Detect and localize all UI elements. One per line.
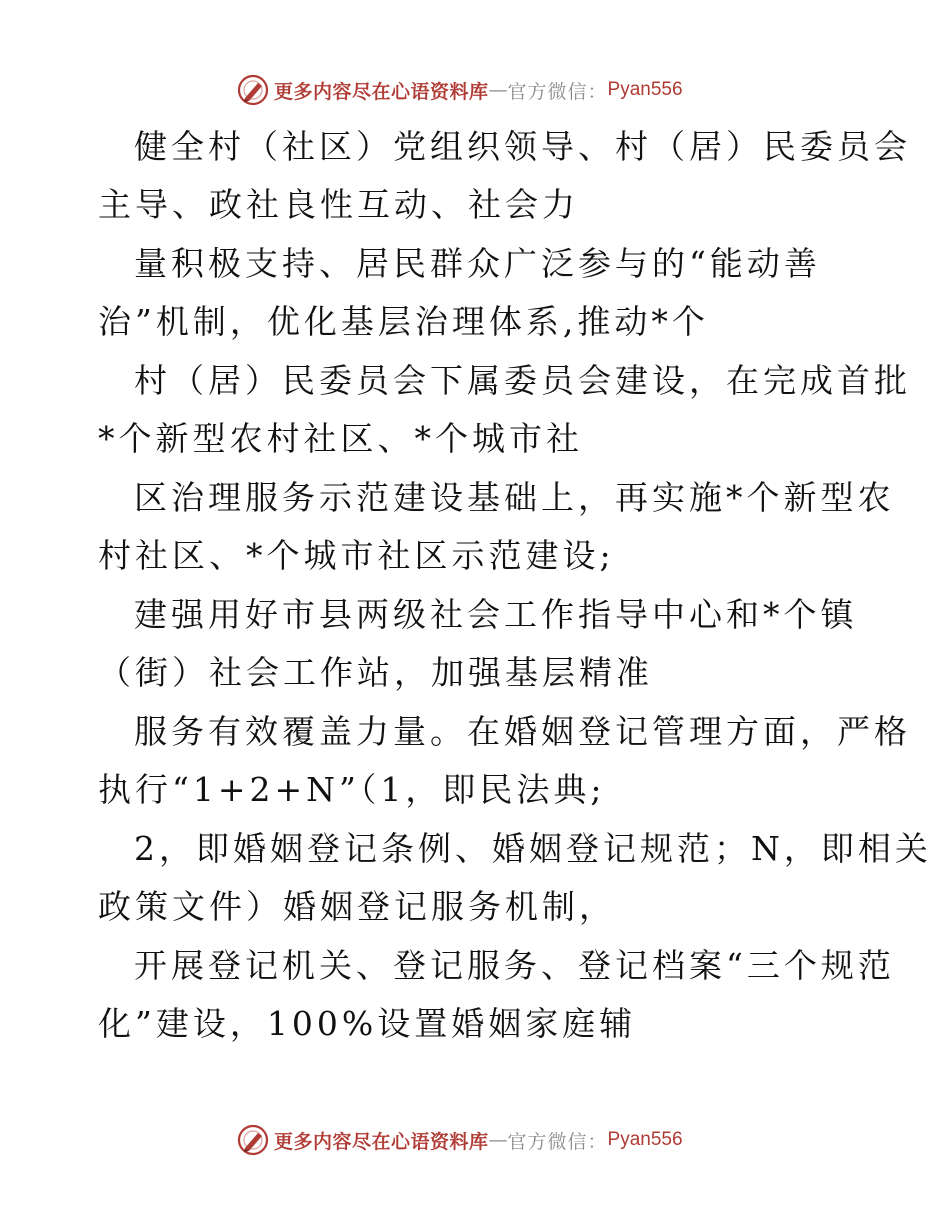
- paragraph-5-line-1: 建强用好市县两级社会工作指导中心和*个镇: [134, 595, 858, 634]
- watermark-brand-text: 更多内容尽在心语资料库: [274, 1130, 489, 1153]
- watermark-brand-text: 更多内容尽在心语资料库: [274, 80, 489, 103]
- watermark-handle: Pyan556: [607, 79, 683, 100]
- watermark-wechat-label: 官方微信：: [507, 80, 608, 103]
- paragraph-6-line-2: 执行“1+2+N”（1，即民法典;: [98, 770, 606, 809]
- paragraph-5-line-2: （街）社会工作站，加强基层精准: [98, 653, 653, 692]
- paragraph-6-line-1: 服务有效覆盖力量。在婚姻登记管理方面，严格: [134, 712, 911, 751]
- paragraph-7-line-1: 2，即婚姻登记条例、婚姻登记规范；N，即相关: [134, 829, 932, 868]
- paragraph-3-line-1: 村（居）民委员会下属委员会建设，在完成首批: [134, 361, 911, 400]
- paragraph-4-line-1: 区治理服务示范建设基础上，再实施*个新型农: [134, 478, 895, 517]
- paragraph-3-line-2: *个新型农村社区、*个城市社: [98, 419, 583, 458]
- paragraph-1-line-1: 健全村（社区）党组织领导、村（居）民委员会: [134, 127, 911, 166]
- paragraph-8-line-1: 开展登记机关、登记服务、登记档案“三个规范: [134, 946, 895, 985]
- brand-logo-icon: [236, 1123, 270, 1157]
- brand-logo-icon: [236, 73, 270, 107]
- paragraph-1-line-2: 主导、政社良性互动、社会力: [98, 185, 579, 224]
- paragraph-2-line-2: 治”机制，优化基层治理体系,推动*个: [98, 302, 709, 341]
- watermark-separator: —: [488, 1129, 508, 1151]
- watermark-handle: Pyan556: [607, 1129, 683, 1150]
- watermark-separator: —: [488, 79, 508, 101]
- footer-watermark: [236, 1122, 683, 1158]
- paragraph-7-line-2: 政策文件）婚姻登记服务机制，: [98, 887, 616, 926]
- paragraph-2-line-1: 量积极支持、居民群众广泛参与的“能动善: [134, 244, 821, 283]
- paragraph-8-line-2: 化”建设，100%设置婚姻家庭辅: [98, 1004, 637, 1043]
- watermark-wechat-label: 官方微信：: [507, 1130, 608, 1153]
- header-watermark: [236, 72, 683, 108]
- paragraph-4-line-2: 村社区、*个城市社区示范建设;: [98, 536, 615, 575]
